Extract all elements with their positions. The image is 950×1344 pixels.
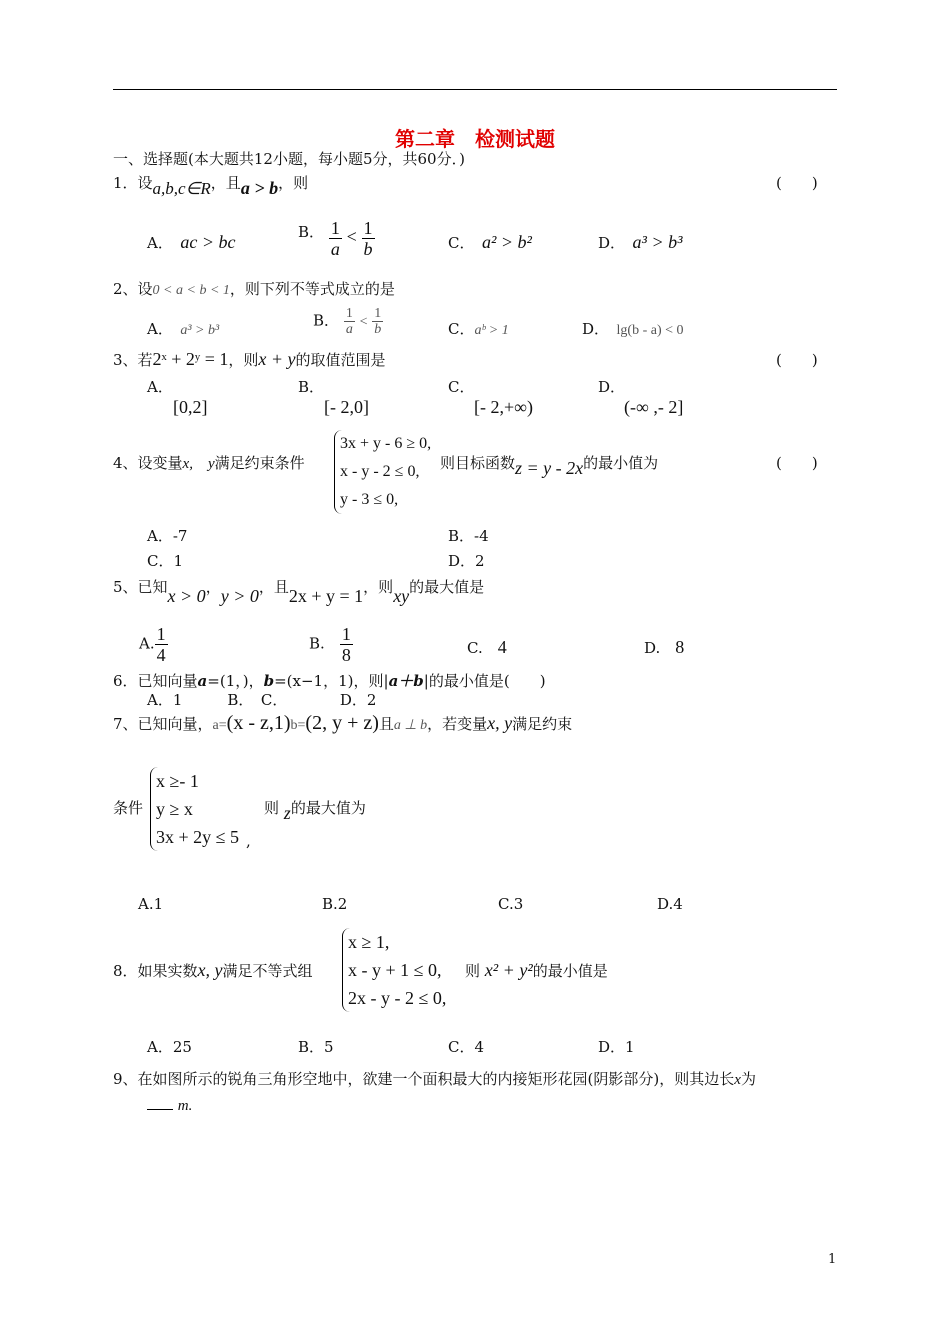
q8-option-d: D．1 <box>598 1038 635 1056</box>
question-2-stem: 2、设0 < a < b < 1，则下列不等式成立的是 <box>113 280 395 298</box>
section-heading: 一、选择题(本大题共12小题，每小题5分，共60分．) <box>113 150 465 168</box>
q8-constraint: x - y + 1 ≤ 0, <box>348 960 442 980</box>
q1-option-a: A． ac > bc <box>147 232 236 252</box>
q3-option-b: B． [- 2,0] <box>298 378 369 417</box>
question-6-stem: 6．已知向量a=(1，)，b=(x−1，1)，则|a＋b|的最小值是( ) <box>113 672 546 690</box>
q8-option-a: A．25 <box>147 1038 192 1056</box>
question-3-stem: 3、若2ˣ + 2ʸ = 1，则x + y的取值范围是 <box>113 349 386 369</box>
q4-option-d: D．2 <box>448 552 485 570</box>
question-4-stem-left: 4、设变量x, y满足约束条件 <box>113 454 305 472</box>
q7-constraint-system <box>150 767 239 851</box>
q4-option-b: B．-4 <box>448 527 489 545</box>
q2-option-a: A． a³ > b³ <box>147 320 220 338</box>
q1-option-d: D． a³ > b³ <box>598 232 683 252</box>
q3-option-c: C． [- 2,+∞) <box>448 378 533 417</box>
page-number: 1 <box>828 1252 837 1267</box>
question-3-answer-paren: ( ) <box>776 351 818 369</box>
question-4-answer-paren: ( ) <box>776 454 818 472</box>
question-9-stem: 9、在如图所示的锐角三角形空地中，欲建一个面积最大的内接矩形花园(阴影部分)，则其边长x为 <box>113 1070 756 1088</box>
header-rule <box>113 89 837 90</box>
question-8-stem: 8．如果实数x, y满足不等式组 <box>113 960 313 980</box>
q7-option-a: A.1 <box>138 895 164 913</box>
q4-constraint: y - 3 ≤ 0, <box>340 491 399 508</box>
page-title: 第二章 检测试题 <box>395 127 555 151</box>
q5-option-b: B. $\frac{1}{8}$ <box>309 624 351 665</box>
answer-blank-line <box>147 1109 173 1110</box>
q2-option-d: D． lg(b - a) < 0 <box>582 320 684 338</box>
q8-constraint-system <box>342 928 446 1012</box>
q4-constraint: x - y - 2 ≤ 0, <box>340 463 420 480</box>
question-1-answer-paren: ( ) <box>776 174 818 192</box>
question-7-stem-right: 则 z的最大值为 <box>264 799 366 823</box>
q7-option-b: B.2 <box>322 895 348 913</box>
q3-option-a: A． [0,2] <box>147 378 208 417</box>
q7-constraint: 3x + 2y ≤ 5 <box>156 827 240 847</box>
q4-option-a: A．-7 <box>147 527 188 545</box>
q7-system-comma: , <box>246 832 251 850</box>
q1-option-c: C． a² > b² <box>448 232 532 252</box>
q8-constraint: 2x - y - 2 ≤ 0, <box>348 988 447 1008</box>
q7-constraint: x ≥- 1 <box>156 771 199 791</box>
question-5-stem: 5、已知x > 0，y > 0，且2x + y = 1，则xy的最大值是 <box>113 578 485 606</box>
q4-constraint: 3x + y - 6 ≥ 0, <box>340 435 432 452</box>
q8-option-c: C．4 <box>448 1038 485 1056</box>
q9-answer-blank: m. <box>147 1096 192 1115</box>
q6-options: A．1 B． C． D．2 <box>147 691 377 709</box>
question-7-stem: 7、已知向量，a=(x - z,1)b=(2, y + z)且a ⊥ b，若变量x, y满足约束 <box>113 712 573 734</box>
q7-option-d: D.4 <box>657 895 683 913</box>
q7-constraint: y ≥ x <box>156 799 193 819</box>
q4-option-c: C．1 <box>147 552 184 570</box>
question-8-stem-right: 则 x² + y²的最小值是 <box>465 960 608 980</box>
q2-option-c: C．aᵇ > 1 <box>448 320 509 338</box>
question-1-stem: 1．设a,b,c∈R，且a > b，则 <box>113 174 309 198</box>
q1-option-b: B． $\frac{1}{a}$ < $\frac{1}{b}$ <box>298 218 373 259</box>
question-4-stem-right: 则目标函数z = y - 2x的最小值为 <box>440 454 659 478</box>
q5-option-d: D. 8 <box>644 637 685 657</box>
q7-option-c: C.3 <box>498 895 524 913</box>
q8-option-b: B．5 <box>298 1038 334 1056</box>
q5-option-a: A. $\frac{1}{4}$ <box>139 624 166 665</box>
q8-constraint: x ≥ 1, <box>348 932 390 952</box>
q3-option-d: D． (-∞ ,- 2] <box>598 378 684 417</box>
q2-option-b: B． $\frac{1}{a}$ < $\frac{1}{b}$ <box>313 306 382 337</box>
q7-condition-label: 条件 <box>113 799 144 817</box>
q4-constraint-system <box>334 430 431 514</box>
q5-option-c: C. 4 <box>467 637 507 657</box>
